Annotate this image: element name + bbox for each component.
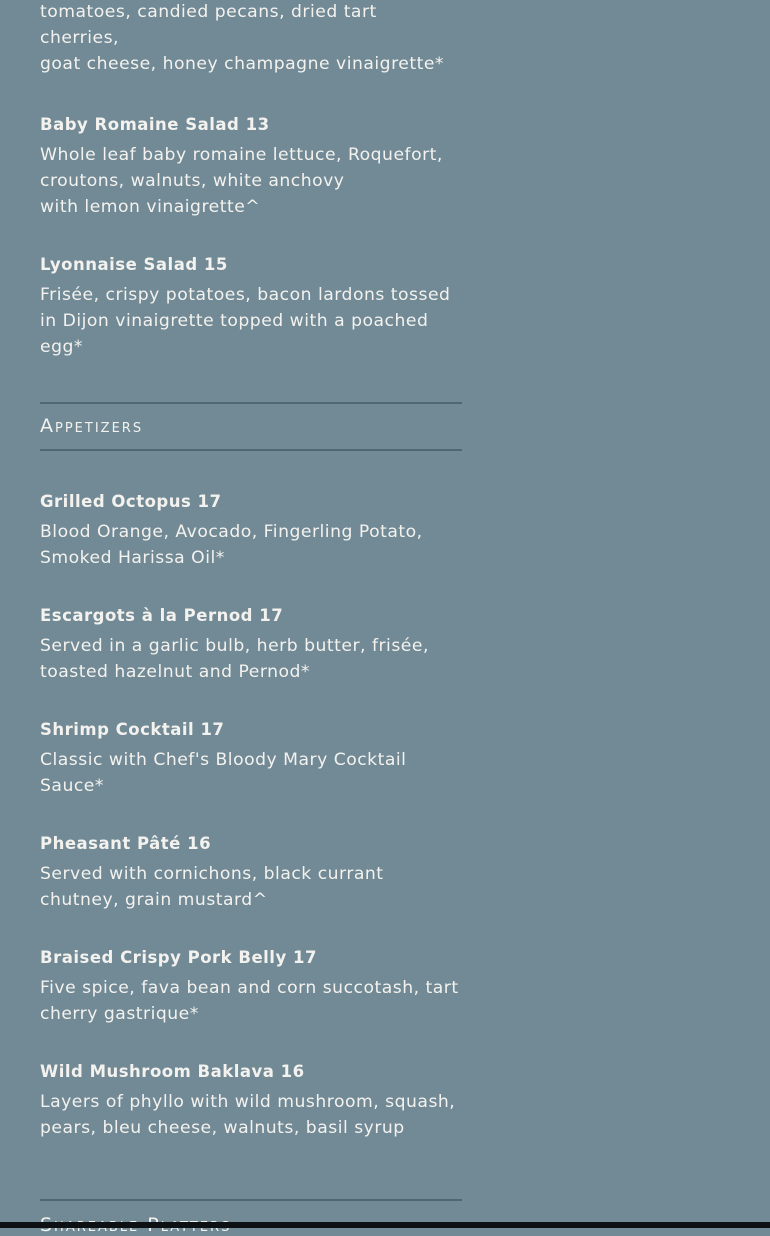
item-description: Served with cornichons, black currant chutney, grain mustard^ xyxy=(40,864,384,910)
item-description: Blood Orange, Avocado, Fingerling Potato, Smoked Harissa Oil* xyxy=(40,522,423,568)
menu-item xyxy=(40,833,470,913)
menu-item xyxy=(40,491,470,571)
desc-line: cherries, xyxy=(40,28,120,48)
item-title: Shrimp Cocktail 17 xyxy=(40,720,225,739)
salad-items xyxy=(40,114,470,394)
menu-item xyxy=(40,114,470,220)
item-title: Baby Romaine Salad 13 xyxy=(40,115,270,134)
menu-item xyxy=(40,605,470,685)
section-heading: Appetizers xyxy=(40,415,144,437)
item-title: Lyonnaise Salad 15 xyxy=(40,255,228,274)
appetizer-items xyxy=(40,491,470,1175)
menu-item xyxy=(40,1061,470,1141)
item-description: Served in a garlic bulb, herb butter, frisée, toasted hazelnut and Pernod* xyxy=(40,636,429,682)
section-header-shareable-platters xyxy=(40,1199,462,1201)
item-description: Five spice, fava bean and corn succotash, tart cherry gastrique* xyxy=(40,978,459,1024)
menu-item xyxy=(40,254,470,360)
section-header-appetizers xyxy=(40,402,462,451)
item-description: Whole leaf baby romaine lettuce, Roquefort, croutons, walnuts, white anchovy with lemon vinaigrette^ xyxy=(40,145,443,217)
menu-item xyxy=(40,719,470,799)
item-title: Grilled Octopus 17 xyxy=(40,492,222,511)
menu-item xyxy=(40,947,470,1027)
window-bottom-edge xyxy=(0,1222,770,1228)
desc-line: tomatoes, candied pecans, dried tart xyxy=(40,2,377,22)
item-title: Wild Mushroom Baklava 16 xyxy=(40,1062,305,1081)
item-title: Escargots à la Pernod 17 xyxy=(40,606,284,625)
previous-item-description xyxy=(40,0,444,77)
desc-line: goat cheese, honey champagne vinaigrette* xyxy=(40,54,444,74)
item-description: Classic with Chef's Bloody Mary Cocktail Sauce* xyxy=(40,750,407,796)
item-title: Pheasant Pâté 16 xyxy=(40,834,212,853)
item-description: Layers of phyllo with wild mushroom, squash, pears, bleu cheese, walnuts, basil syrup xyxy=(40,1092,456,1138)
item-description: Frisée, crispy potatoes, bacon lardons tossed in Dijon vinaigrette topped with a poached egg* xyxy=(40,285,451,357)
item-title: Braised Crispy Pork Belly 17 xyxy=(40,948,317,967)
